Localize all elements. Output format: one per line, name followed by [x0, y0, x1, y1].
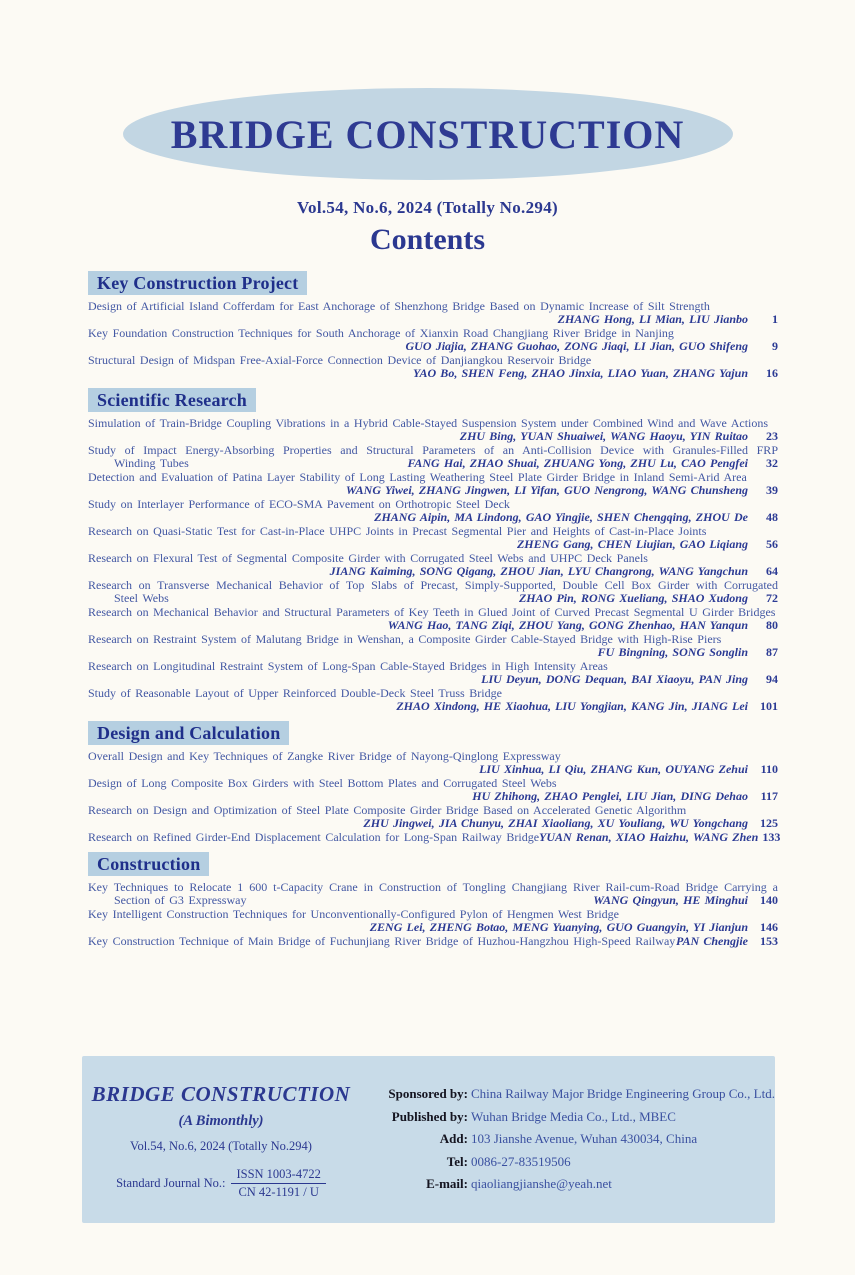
page-number: 94 [766, 672, 778, 686]
authors-line [88, 763, 778, 776]
page-number: 56 [766, 537, 778, 551]
journal-contents-page [0, 88, 855, 1275]
authors-line [88, 817, 778, 830]
article-title-line: Key Intelligent Construction Techniques for Unconventionally-Configured Pylon of Hengmen West Bridge [88, 907, 619, 921]
authors-line [88, 790, 778, 803]
page-number: 16 [766, 366, 778, 380]
article-title-text: Key Construction Technique of Main Bridge of Fuchunjiang River Bridge of Huzhou-Hangzhou High-Speed Railway [88, 934, 676, 948]
authors: JIANG Kaiming, SONG Qigang, ZHOU Jian, LYU Changrong, WANG Yangchun [329, 564, 748, 578]
page-number: 101 [760, 699, 778, 713]
standard-journal-no [82, 1167, 360, 1200]
article-title-text: Section of G3 Expressway [114, 893, 247, 907]
toc-entry [88, 660, 778, 686]
info-value: China Railway Major Bridge Engineering Group Co., Ltd. [470, 1086, 775, 1101]
page-number: 23 [766, 429, 778, 443]
toc-entry [88, 579, 778, 605]
article-title-line: Study of Reasonable Layout of Upper Reinforced Double-Deck Steel Truss Bridge [88, 686, 502, 700]
issue-line: Vol.54, No.6, 2024 (Totally No.294) [297, 198, 558, 217]
info-value: 0086-27-83519506 [470, 1153, 571, 1169]
section-heading-row [88, 721, 778, 745]
info-label: E-mail: [426, 1176, 468, 1191]
article-title-text: Winding Tubes [114, 456, 189, 470]
authors: YAO Bo, SHEN Feng, ZHAO Jinxia, LIAO Yuan, ZHANG Yajun [413, 366, 748, 380]
info-value: Wuhan Bridge Media Co., Ltd., MBEC [470, 1108, 676, 1124]
page-number: 133 [762, 830, 781, 844]
page-number: 110 [760, 762, 778, 776]
info-row [360, 1128, 775, 1151]
section-heading-row [88, 852, 778, 876]
toc-entry [88, 327, 778, 353]
toc-section [88, 388, 778, 713]
toc-entry [88, 830, 781, 844]
authors: PAN Chengjie [676, 934, 748, 948]
authors: ZHAO Pin, RONG Xueliang, SHAO Xudong [518, 591, 748, 605]
article-title-line [88, 894, 778, 907]
page-number: 153 [760, 934, 778, 948]
authors: LIU Xinhua, LI Qiu, ZHANG Kun, OUYANG Zehui [479, 762, 748, 776]
toc-entry [88, 417, 778, 443]
authors-line [88, 484, 778, 497]
section-heading: Key Construction Project [88, 271, 307, 295]
issn-line: ISSN 1003-4722 [231, 1167, 325, 1184]
info-label: Add: [439, 1131, 468, 1146]
info-label: Published by: [391, 1108, 468, 1124]
info-value: 103 Jianshe Avenue, Wuhan 430034, China [470, 1131, 698, 1146]
authors-line [88, 646, 778, 659]
article-title-line: Detection and Evaluation of Patina Layer Stability of Long Lasting Weathering Steel Plate Girder Bridge in Inland Semi-Arid Area [88, 470, 747, 484]
authors: WANG Hao, TANG Ziqi, ZHOU Yang, GONG Zhenhao, HAN Yanqun [387, 618, 748, 632]
page-number: 9 [772, 339, 778, 353]
article-title-line: Research on Mechanical Behavior and Structural Parameters of Key Teeth in Glued Joint of Curved Precast Segmental U Girder Bridges [88, 605, 776, 619]
article-title-line [88, 592, 778, 605]
authors-line [88, 673, 778, 686]
page-number: 140 [760, 893, 778, 907]
standard-journal-no-label: Standard Journal No.: [116, 1176, 226, 1190]
authors-line [88, 700, 778, 713]
toc-entry [88, 908, 778, 934]
footer-panel [82, 1056, 775, 1223]
article-title-line [88, 830, 781, 844]
page-number: 32 [766, 456, 778, 470]
toc-entry [88, 881, 778, 907]
toc-section [88, 852, 778, 948]
toc-entry [88, 300, 778, 326]
footer-bimonthly: (A Bimonthly) [178, 1113, 264, 1129]
authors: ZHANG Aipin, MA Lindong, GAO Yingjie, SHEN Chengqing, ZHOU De [374, 510, 748, 524]
article-title-line: Key Foundation Construction Techniques for South Anchorage of Xianxin Road Changjiang River Bridge in Nanjing [88, 326, 674, 340]
article-title-line: Design of Artificial Island Cofferdam for East Anchorage of Shenzhong Bridge Based on Dynamic Increase of Silt Strength [88, 299, 710, 313]
page-number: 146 [760, 920, 778, 934]
article-title-line [88, 457, 778, 470]
article-title-line: Design of Long Composite Box Girders with Steel Bottom Plates and Corrugated Steel Webs [88, 776, 557, 790]
toc-entry [88, 777, 778, 803]
toc-entry [88, 750, 778, 776]
article-title-line: Simulation of Train-Bridge Coupling Vibrations in a Hybrid Cable-Stayed Suspension System under Combined Wind and Wave Actions [88, 416, 769, 430]
toc-entry [88, 633, 778, 659]
article-title-text: Research on Refined Girder-End Displacement Calculation for Long-Span Railway Bridge [88, 830, 540, 844]
info-label: Sponsored by: [388, 1086, 468, 1101]
article-title-line: Research on Restraint System of Malutang Bridge in Wenshan, a Composite Girder Cable-Stayed Bridge with High-Rise Piers [88, 632, 722, 646]
toc-entry [88, 606, 778, 632]
contents-title: Contents [369, 223, 485, 256]
section-heading: Construction [88, 852, 209, 876]
page-number: 117 [760, 789, 778, 803]
authors-line [88, 565, 778, 578]
authors: ZHENG Gang, CHEN Liujian, GAO Liqiang [516, 537, 748, 551]
info-row [360, 1173, 775, 1196]
authors-line [88, 921, 778, 934]
authors: FU Bingning, SONG Songlin [597, 645, 748, 659]
standard-journal-no-fraction [231, 1167, 325, 1200]
info-row [360, 1151, 775, 1174]
article-title-line: Research on Longitudinal Restraint System of Long-Span Cable-Stayed Bridges in High Intensity Areas [88, 659, 608, 673]
article-title-text: Steel Webs [114, 591, 169, 605]
authors-line [88, 538, 778, 551]
section-heading-row [88, 271, 778, 295]
info-row [360, 1083, 775, 1106]
page-number: 1 [772, 312, 778, 326]
article-title-line: Research on Design and Optimization of Steel Plate Composite Girder Bridge Based on Accelerated Genetic Algorithm [88, 803, 687, 817]
authors: ZHU Jingwei, JIA Chunyu, ZHAI Xiaoliang, XU Youliang, WU Yongchang [363, 816, 748, 830]
authors-line [88, 511, 778, 524]
toc-entry [88, 935, 778, 948]
toc-section [88, 271, 778, 380]
info-value: qiaoliangjianshe@yeah.net [470, 1176, 612, 1191]
section-heading-row [88, 388, 778, 412]
toc-entry [88, 471, 778, 497]
authors-line [88, 340, 778, 353]
footer-info-rows [360, 1056, 775, 1223]
authors: HU Zhihong, ZHAO Penglei, LIU Jian, DING Dehao [472, 789, 748, 803]
article-title-line: Key Techniques to Relocate 1 600 t-Capacity Crane in Construction of Tongling Changjiang River Rail-cum-Road Bridge Carrying a [88, 880, 778, 894]
article-title-line: Study of Impact Energy-Absorbing Properties and Structural Parameters of an Anti-Collision Device with Granules-Filled FRP [88, 443, 778, 457]
page-number: 125 [760, 816, 778, 830]
table-of-contents [88, 271, 781, 948]
journal-title: BRIDGE CONSTRUCTION [170, 111, 685, 157]
footer-issue-line: Vol.54, No.6, 2024 (Totally No.294) [130, 1139, 312, 1153]
article-title-line: Research on Quasi-Static Test for Cast-in-Place UHPC Joints in Precast Segmental Pier and Heights of Cast-in-Place Joints [88, 524, 707, 538]
authors: YUAN Renan, XIAO Haizhu, WANG Zhen [539, 830, 759, 844]
page-number: 48 [766, 510, 778, 524]
authors: GUO Jiajia, ZHANG Guohao, ZONG Jiaqi, LI Jian, GUO Shifeng [405, 339, 748, 353]
authors: ZHU Bing, YUAN Shuaiwei, WANG Haoyu, YIN Ruitao [459, 429, 748, 443]
article-title-line: Study on Interlayer Performance of ECO-SMA Pavement on Orthotropic Steel Deck [88, 497, 510, 511]
info-row [360, 1106, 775, 1129]
article-title-line: Structural Design of Midspan Free-Axial-Force Connection Device of Danjiangkou Reservoir Bridge [88, 353, 592, 367]
toc-entry [88, 525, 778, 551]
masthead-ellipse [123, 88, 733, 180]
authors: FANG Hai, ZHAO Shuai, ZHUANG Yong, ZHU Lu, CAO Pengfei [407, 456, 748, 470]
toc-entry [88, 354, 778, 380]
article-title-line: Overall Design and Key Techniques of Zangke River Bridge of Nayong-Qinglong Expressway [88, 749, 561, 763]
toc-entry [88, 687, 778, 713]
authors-line [88, 367, 778, 380]
authors: WANG Qingyun, HE Minghui [593, 893, 748, 907]
article-title-line [88, 935, 778, 948]
authors: LIU Deyun, DONG Dequan, BAI Xiaoyu, PAN Jing [481, 672, 748, 686]
authors-line [88, 313, 778, 326]
section-heading: Design and Calculation [88, 721, 289, 745]
page-number: 87 [766, 645, 778, 659]
page-number: 72 [766, 591, 778, 605]
page-number: 39 [766, 483, 778, 497]
article-title-line: Research on Flexural Test of Segmental Composite Girder with Corrugated Steel Webs and UHPC Deck Panels [88, 551, 648, 565]
info-label: Tel: [446, 1153, 468, 1169]
article-title-line: Research on Transverse Mechanical Behavior of Top Slabs of Precast, Simply-Supported, Double Cell Box Girder with Corrugated [88, 578, 778, 592]
footer-left-column [82, 1056, 360, 1223]
toc-entry [88, 498, 778, 524]
page-number: 80 [766, 618, 778, 632]
authors: ZENG Lei, ZHENG Botao, MENG Yuanying, GUO Guangyin, YI Jianjun [369, 920, 748, 934]
authors: ZHANG Hong, LI Mian, LIU Jianbo [557, 312, 748, 326]
authors-line [88, 619, 778, 632]
footer-journal-title: BRIDGE CONSTRUCTION [91, 1082, 351, 1106]
page-number: 64 [766, 564, 778, 578]
toc-entry [88, 552, 778, 578]
toc-section [88, 721, 781, 844]
cn-line: CN 42-1191 / U [238, 1185, 319, 1199]
authors: WANG Yiwei, ZHANG Jingwen, LI Yifan, GUO Nengrong, WANG Chunsheng [345, 483, 748, 497]
section-heading: Scientific Research [88, 388, 256, 412]
authors-line [88, 430, 778, 443]
toc-entry [88, 444, 778, 470]
toc-entry [88, 804, 778, 830]
authors: ZHAO Xindong, HE Xiaohua, LIU Yongjian, KANG Jin, JIANG Lei [396, 699, 748, 713]
